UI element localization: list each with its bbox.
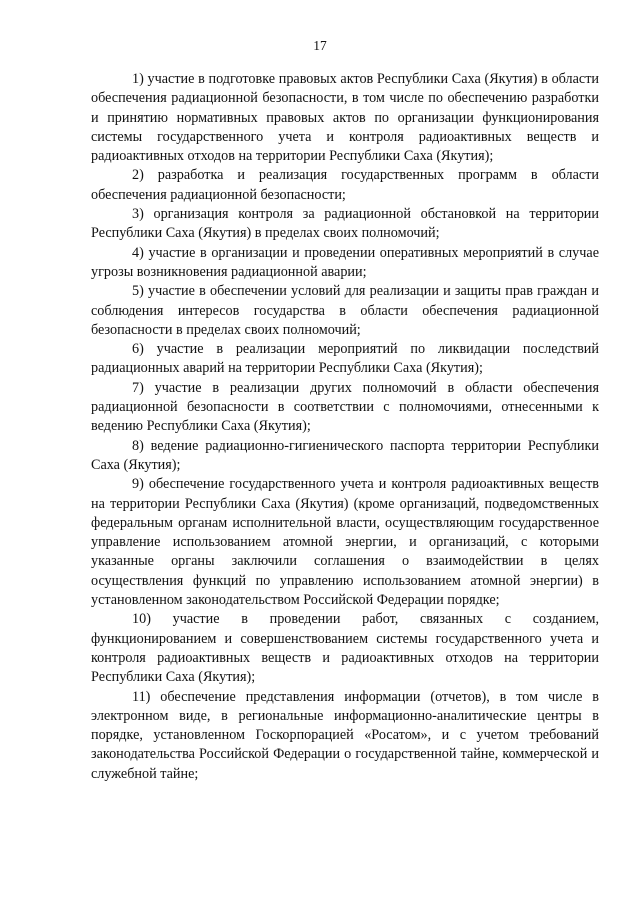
list-item-9: 9) обеспечение государственного учета и контроля радиоактивных веществ на территории Республики Саха (Якутия) (кроме организаций, подведомственных федеральным органам исполнительной власти, осуществляющим государственное управление использованием атомной энергии, и организаций, с которыми указанные органы заключили соглашения о взаимодействии в целях осуществления функций по управлению использованием атомной энергии) в установленном законодательством Российской Федерации порядке; <box>91 476 599 609</box>
list-item-7: 7) участие в реализации других полномочий в области обеспечения радиационной безопасности в соответствии с полномочиями, отнесенными к ведению Республики Саха (Якутия); <box>91 379 599 435</box>
list-item-6: 6) участие в реализации мероприятий по ликвидации последствий радиационных аварий на территории Республики Саха (Якутия); <box>91 341 599 377</box>
page-number: 17 <box>313 38 327 53</box>
list-item-5: 5) участие в обеспечении условий для реализации и защиты прав граждан и соблюдения интересов государства в области обеспечения радиационной безопасности в пределах своих полномочий; <box>91 283 599 338</box>
list-item-10: 10) участие в проведении работ, связанных с созданием, функционированием и совершенствованием системы государственного учета и контроля радиоактивных веществ и радиоактивных отходов на территории Республики Саха (Якутия); <box>91 611 599 686</box>
list-item-11: 11) обеспечение представления информации (отчетов), в том числе в электронном виде, в региональные информационно-аналитические центры в порядке, установленном Госкорпорацией «Росатом», и с учетом требований законодательства Российской Федерации о государственной тайне, коммерческой и служебной тайне; <box>91 688 599 782</box>
list-item-2: 2) разработка и реализация государственных программ в области обеспечения радиационной безопасности; <box>91 167 599 203</box>
list-item-8: 8) ведение радиационно-гигиенического паспорта территории Республики Саха (Якутия); <box>91 437 599 473</box>
list-item-3: 3) организация контроля за радиационной обстановкой на территории Республики Саха (Якутия) в пределах своих полномочий; <box>91 206 599 242</box>
list-item-1: 1) участие в подготовке правовых актов Республики Саха (Якутия) в области обеспечения радиационной безопасности, в том числе по обеспечению разработки и принятию нормативных правовых актов по организации функционирования системы государственного учета и контроля радиоактивных веществ и радиоактивных отходов на территории Республики Саха (Якутия); <box>91 71 599 165</box>
list-item-4: 4) участие в организации и проведении оперативных мероприятий в случае угрозы возникновения радиационной аварии; <box>91 244 599 280</box>
document-body <box>91 70 599 784</box>
